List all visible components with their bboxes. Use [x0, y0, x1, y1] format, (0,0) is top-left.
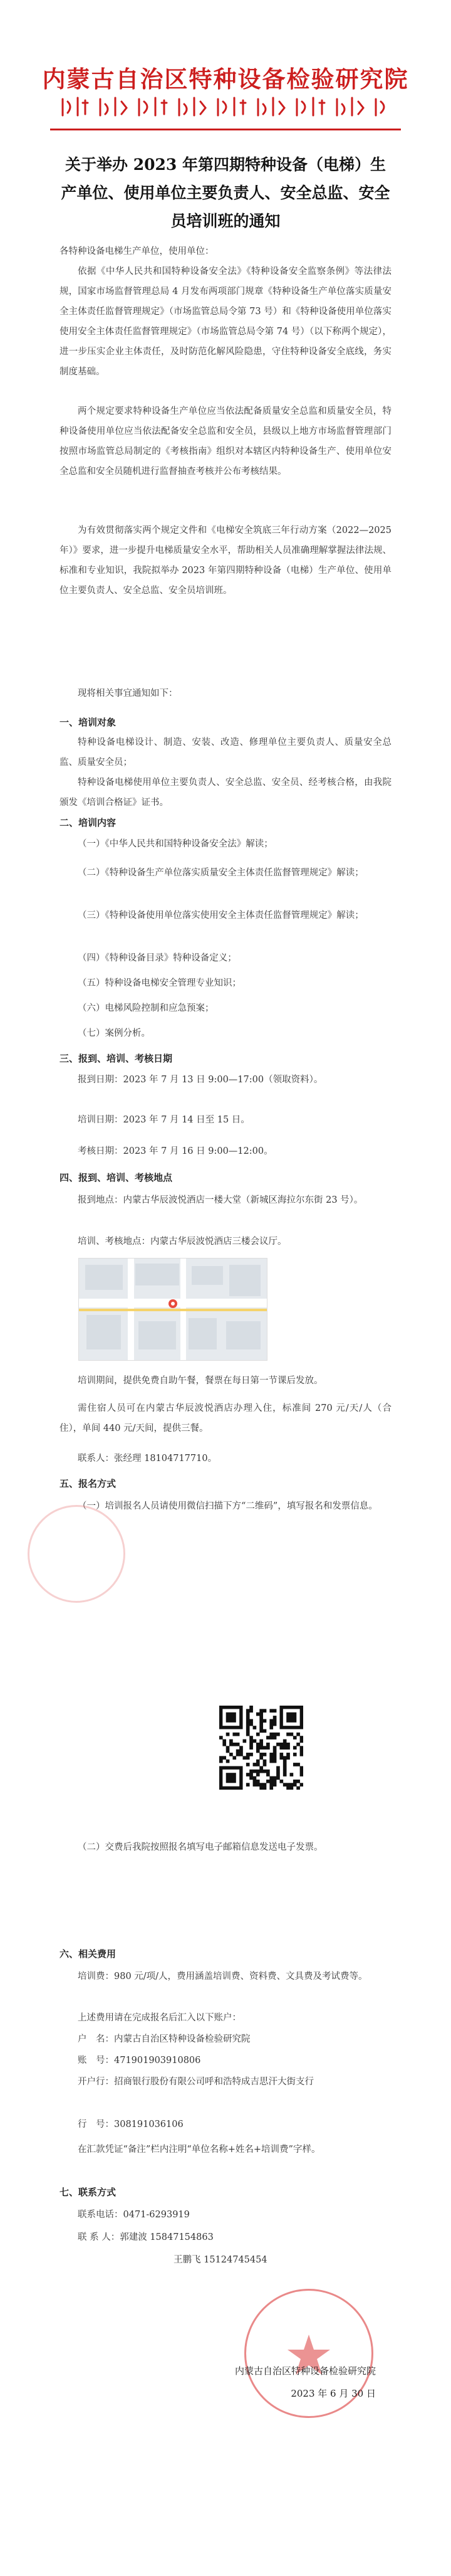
section-heading-3: 三、报到、培训、考核日期: [60, 1053, 173, 1064]
bank-number: 行 号：308191036106: [78, 2119, 184, 2130]
section-heading-2: 二、培训内容: [60, 817, 117, 828]
org-name: 内蒙古自治区特种设备检验研究院: [42, 65, 409, 93]
salutation: 各特种设备电梯生产单位，使用单位：: [60, 246, 214, 256]
faint-seal-stamp: [28, 1505, 125, 1603]
checkin-place: 报到地点：内蒙古华辰波悦酒店一楼大堂（新城区海拉尔东街 23 号）。: [78, 1195, 363, 1205]
header-red-rule: [50, 129, 401, 130]
paragraph-2: 两个规定要求特种设备生产单位应当依法配备质量安全总监和质量安全员，特种设备使用单位应当依法配备安全总监和安全员，县级以上地方市场监督管理部门按照市场监管总局制定的《考核指南》组织对本辖区内特种设备生产、使用单位安全总监和安全员随机进行监督抽查考核并公布考核结果。: [60, 406, 391, 477]
exam-date: 考核日期：2023 年 7 月 16 日 9:00—12:00。: [78, 1146, 273, 1156]
content-item-2: （二）《特种设备生产单位落实质量安全主体责任监督管理规定》解读；: [78, 868, 364, 878]
map-graphic: [79, 1259, 267, 1360]
paragraph-1: 依据《中华人民共和国特种设备安全法》《特种设备安全监察条例》等法律法规，国家市场监督管理总局 4 月发布两项部门规章《特种设备生产单位落实质量安全主体责任监督管理规定》（市场监管总局令第 73 号）和《特种设备使用单位落实使用安全主体责任监督管理规定》（市场监管总局令第 74 号）（以下称两个规定），进一步压实企业主体责任，及时防范化解风险隐患，守住特种设备安全底线，务实制度基础。: [60, 267, 391, 377]
section-heading-7: 七、联系方式: [60, 2187, 117, 2198]
content-item-7: （七）案例分析。: [78, 1028, 150, 1038]
location-map[interactable]: [78, 1258, 267, 1361]
hotel-info: 需住宿人员可在内蒙古华辰波悦酒店办理入住，标准间 270 元/天/人（合住），单间 440 元/天间，提供三餐。: [60, 1403, 391, 1433]
content-item-1: （一）《中华人民共和国特种设备安全法》解读；: [78, 839, 273, 849]
letterhead: [0, 0, 451, 144]
content-item-5: （五）特种设备电梯安全管理专业知识；: [78, 978, 241, 988]
intro-line: 现将相关事宜通知如下：: [78, 689, 178, 699]
content-item-4: （四）《特种设备目录》特种设备定义；: [78, 953, 237, 963]
content-item-3: （三）《特种设备使用单位落实使用安全主体责任监督管理规定》解读；: [78, 911, 364, 921]
section-heading-1: 一、培训对象: [60, 717, 117, 728]
checkin-date: 报到日期：2023 年 7 月 13 日 9:00—17:00（领取资料）。: [78, 1075, 323, 1085]
registration-qr-code[interactable]: [219, 1706, 303, 1790]
meals-info: 培训期间，提供免费自助午餐，餐票在每日第一节课后发放。: [78, 1376, 323, 1386]
bank-name: 开户行：招商银行股份有限公司呼和浩特成吉思汗大街支行: [78, 2077, 314, 2087]
signature-org: 内蒙古自治区特种设备检验研究院: [234, 2365, 376, 2377]
qr-code-graphic: [219, 1706, 303, 1790]
section-heading-5: 五、报名方式: [60, 1478, 117, 1489]
transfer-info: 上述费用请在完成报名后汇入以下账户：: [78, 2013, 241, 2023]
registration-p2: （二）交费后我院按照报名填写电子邮箱信息发送电子发票。: [78, 1842, 323, 1852]
section-heading-4: 四、报到、培训、考核地点: [60, 1172, 173, 1183]
mongolian-script-graphic: [56, 94, 395, 119]
paragraph-3: 为有效贯彻落实两个规定文件和《电梯安全筑底三年行动方案（2022—2025 年）》要求，进一步提升电梯质量安全水平，帮助相关人员准确理解掌握法律法规、标准和专业知识，我院拟举办 2023 年第四期特种设备（电梯）生产单位、使用单位主要负责人、安全总监、安全员培训班。: [60, 525, 391, 596]
registration-p1: （一）培训报名人员请使用微信扫描下方“二维码”，填写报名和发票信息。: [78, 1501, 378, 1511]
training-place: 培训、考核地点：内蒙古华辰波悦酒店三楼会议厅。: [78, 1237, 287, 1247]
content-item-6: （六）电梯风险控制和应急预案；: [78, 1003, 214, 1013]
signature-date: 2023 年 6 月 30 日: [291, 2388, 376, 2399]
contact-phone: 联系电话：0471-6293919: [78, 2210, 190, 2220]
contact-person-1: 联 系 人：郭建波 15847154863: [78, 2232, 214, 2242]
account-number: 账 号：471901903910806: [78, 2056, 201, 2066]
section1-p2: 特种设备电梯使用单位主要负责人、安全总监、安全员、经考核合格，由我院颁发《培训合格证》证书。: [60, 778, 391, 808]
hotel-contact: 联系人：张经理 18104717710。: [78, 1454, 217, 1464]
contact-person-2: 王鹏飞 15124745454: [174, 2255, 267, 2265]
section1-p1: 特种设备电梯设计、制造、安装、改造、修理单位主要负责人、质量安全总监、质量安全员；: [60, 737, 391, 768]
account-name: 户 名：内蒙古自治区特种设备检验研究院: [78, 2034, 251, 2044]
remittance-note: 在汇款凭证“备注”栏内注明“单位名称+姓名+培训费”字样。: [78, 2145, 321, 2155]
notice-title: 关于举办 2023 年第四期特种设备（电梯）生产单位、使用单位主要负责人、安全总监、安全员培训班的通知: [61, 156, 390, 230]
fee-info: 培训费：980 元/项/人，费用涵盖培训费、资料费、文具费及考试费等。: [78, 1972, 368, 1982]
section-heading-6: 六、相关费用: [60, 1948, 117, 1960]
mongolian-script-line: [56, 94, 395, 119]
training-date: 培训日期：2023 年 7 月 14 日至 15 日。: [78, 1115, 250, 1125]
